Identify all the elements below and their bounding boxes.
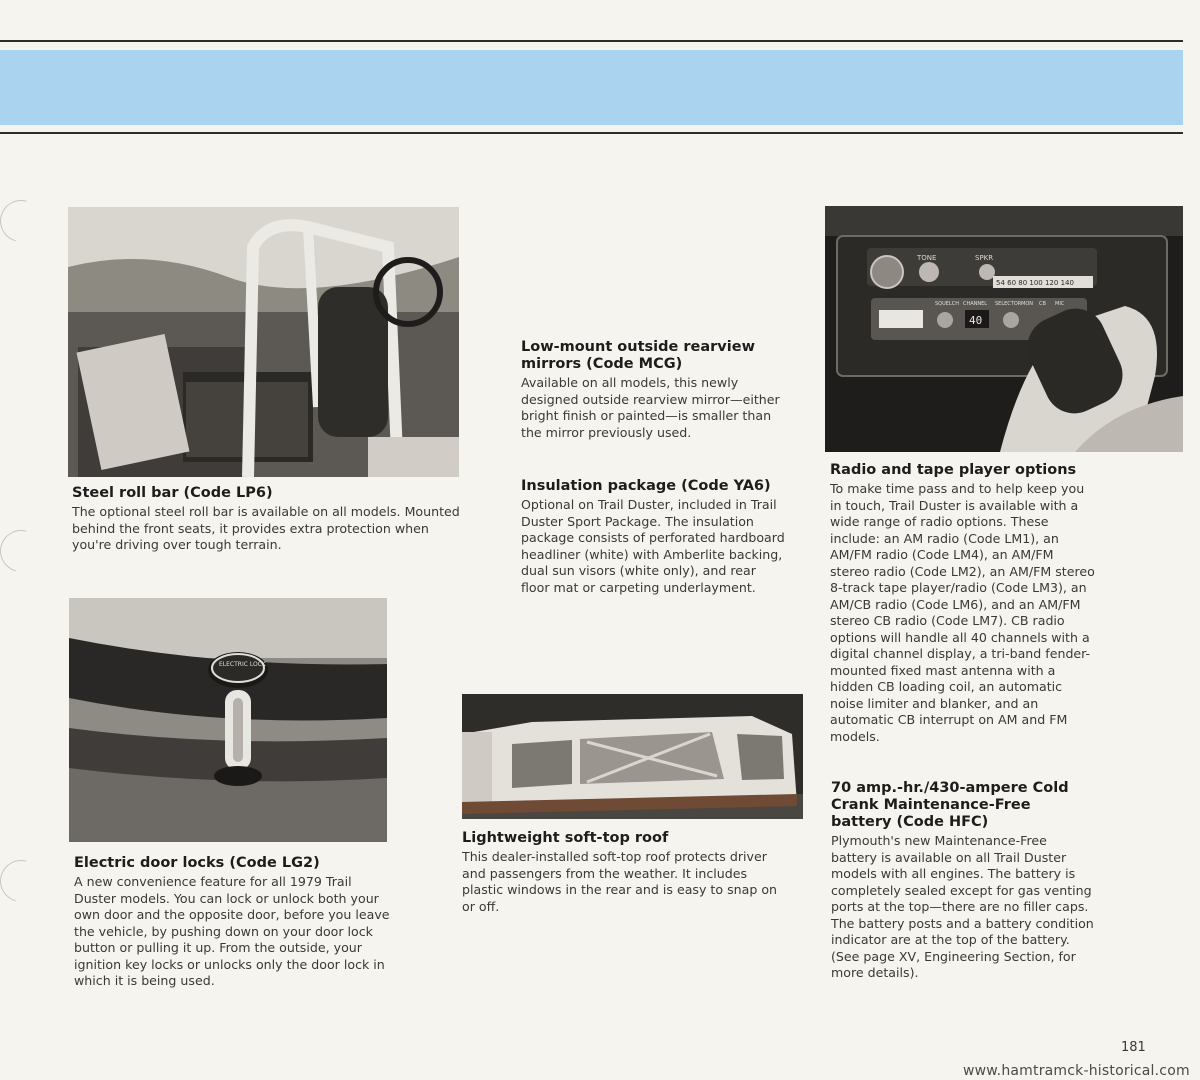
radio-tone-label: TONE	[917, 254, 937, 262]
radio-section	[830, 462, 1096, 745]
header-band	[0, 50, 1183, 125]
radio-cb-label: CB	[1039, 301, 1046, 307]
radio-channel-display: 40	[969, 314, 983, 327]
insulation-body: Optional on Trail Duster, included in Trail Duster Sport Package. The insulation package consists of perforated hardboard headliner (white) with Amberlite backing, dual sun visors (white only), and rear floor mat or carpeting underlayment.	[521, 497, 785, 595]
radio-body: To make time pass and to help keep you in touch, Trail Duster is available with a wide range of radio options. These include: an AM radio (Code LM1), an AM/FM radio (Code LM4), an AM/FM stereo radio (Code LM2), an AM/FM stereo 8-track tape player/radio (Code LM3), an AM/CB radio (Code LM6), and an AM/FM stereo CB radio (Code LM7). CB radio options will handle all 40 channels with a digital channel display, a tri-band fender-mounted fixed mast antenna with a hidden CB loading coil, an automatic noise limiter and blanker, and an automatic CB interrupt on AM and FM models.	[830, 481, 1095, 744]
mirrors-body: Available on all models, this newly designed outside rearview mirror—either bright finish or painted—is smaller than the mirror previously used.	[521, 375, 780, 440]
battery-body: Plymouth's new Maintenance-Free battery is available on all Trail Duster models with all engines. The battery is completely sealed except for gas venting ports at the top—there are no filler caps. The battery posts and a battery condition indicator are at the top of the battery. (See page XV, Engineering Section, for more details).	[831, 833, 1094, 980]
binder-hole-middle	[0, 522, 50, 579]
radio-title: Radio and tape player options	[830, 462, 1077, 478]
roll-bar-photo	[68, 207, 459, 477]
door-lock-photo	[69, 598, 387, 842]
roll-bar-title: Steel roll bar (Code LP6)	[72, 485, 273, 501]
mirrors-title: Low-mount outside rearview mirrors (Code MCG)	[521, 339, 755, 372]
radio-mon-label: MON	[1021, 301, 1033, 307]
radio-squelch-label: SQUELCH	[935, 301, 959, 307]
insulation-section	[521, 478, 785, 596]
page-number: 181	[1121, 1040, 1146, 1055]
roll-bar-body: The optional steel roll bar is available on all models. Mounted behind the front seats, it provides extra protection when you're driving over tough terrain.	[72, 504, 460, 552]
top-rule	[0, 40, 1183, 42]
soft-top-photo	[462, 694, 803, 819]
lock-knob-text: ELECTRIC LOCK	[219, 661, 266, 668]
radio-spkr-label: SPKR	[975, 254, 994, 262]
soft-top-section	[462, 830, 792, 915]
battery-title: 70 amp.-hr./430-ampere Cold Crank Maintenance-Free battery (Code HFC)	[831, 780, 1069, 830]
mirrors-section	[521, 339, 783, 441]
roll-bar-section	[72, 485, 462, 554]
radio-channel-label: CHANNEL	[963, 301, 988, 307]
radio-photo	[825, 206, 1183, 452]
binder-hole-top	[0, 192, 50, 249]
radio-selector-label: SELECTOR	[995, 301, 1022, 307]
binder-hole-bottom	[0, 852, 50, 909]
soft-top-title: Lightweight soft-top roof	[462, 830, 669, 846]
door-locks-body: A new convenience feature for all 1979 Trail Duster models. You can lock or unlock both your own door and the opposite door, before you leave the vehicle, by pushing down on your door lock button or pulling it up. From the outside, your ignition key locks or unlocks only the door lock in which it is being used.	[74, 874, 390, 988]
door-locks-title: Electric door locks (Code LG2)	[74, 855, 320, 871]
insulation-title: Insulation package (Code YA6)	[521, 478, 771, 494]
radio-mic-label: MIC	[1055, 301, 1065, 307]
watermark-url: www.hamtramck-historical.com	[963, 1063, 1190, 1079]
band-bottom-rule	[0, 132, 1183, 134]
battery-section	[831, 780, 1095, 982]
soft-top-body: This dealer-installed soft-top roof protects driver and passengers from the weather. It includes plastic windows in the rear and is easy to snap on or off.	[462, 849, 778, 914]
door-locks-section	[74, 855, 396, 990]
radio-dial-numbers: 54 60 80 100 120 140	[996, 279, 1074, 287]
